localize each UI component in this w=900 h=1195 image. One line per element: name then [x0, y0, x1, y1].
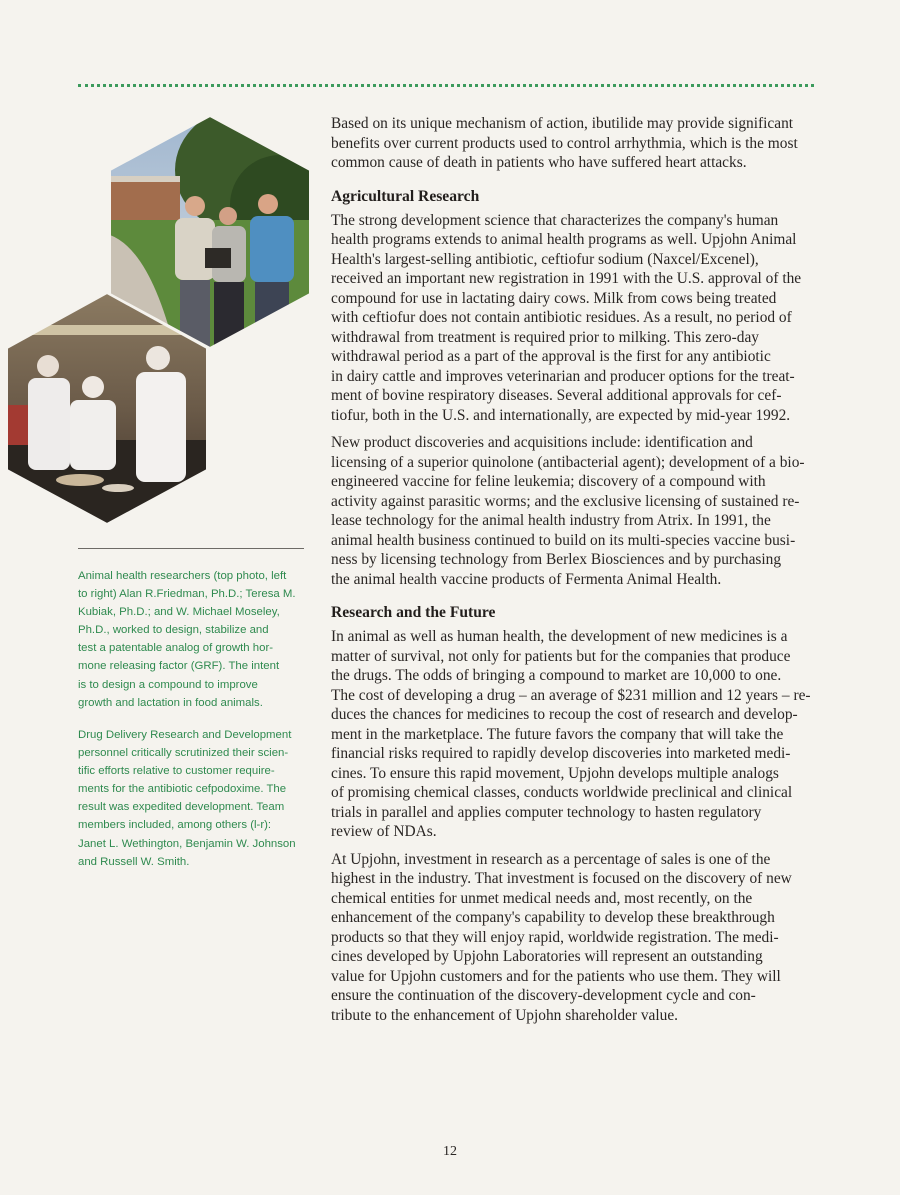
section-heading-agricultural-research: Agricultural Research: [331, 187, 480, 205]
body-paragraph: At Upjohn, investment in research as a percentage of sales is one of the highest in the industry. That investment is focused on the discovery of new chemical entities for unmet medical needs and, most recently, on the enhancement of the company's capability to develop these breakthrough products so that they will enjoy rapid, worldwide registration. The medi- cines developed by Upjohn Laboratories will represent an outstanding value for Upjohn customers and for the patients who use them. They will ensure the continuation of the discovery-development cycle and con- tribute to the enhancement of Upjohn shareholder value.: [331, 850, 792, 1024]
main-text-column: [331, 114, 817, 1033]
photo-group: [0, 110, 320, 530]
body-paragraph: In animal as well as human health, the development of new medicines is a matter of survival, not only for patients but for the companies that produce the drugs. The odds of bringing a compound to market are 10,000 to one. The cost of developing a drug – an average of $231 million and 12 years – re- duces the chances for medicines to recoup the cost of research and develop- ment in the marketplace. The future favors the company that will take the financial risks required to rapidly develop discoveries into marketed medi- cines. To ensure this rapid movement, Upjohn develops multiple analogs of promising chemical classes, conducts worldwide preclinical and clinical trials in parallel and applies computer technology to hasten regulatory review of NDAs.: [331, 628, 811, 840]
page-number: 12: [443, 1144, 457, 1159]
section-heading-research-and-the-future: Research and the Future: [331, 604, 496, 621]
body-paragraph: New product discoveries and acquisitions include: identification and licensing of a superior quinolone (antibacterial agent); development of a bio- engineered vaccine for feline leukemia; discovery of a compound with activity against parasitic worms; and the exclusive licensing of sustained re- lease technology for the animal health industry from Atrix. In 1991, the animal health business continued to build on its multi-species vaccine busi- ness by licensing technology from Berlex Biosciences and by purchasing the animal health vaccine products of Fermenta Animal Health.: [331, 434, 805, 588]
body-paragraph: The strong development science that characterizes the company's human health programs extends to animal health programs as well. Upjohn Animal Health's largest-selling antibiotic, ceftiofur sodium (Naxcel/Excenel), received an important new registration in 1991 with the U.S. approval of the compound for use in lactating dairy cows. Milk from cows being treated with ceftiofur does not contain antibiotic residues. As a result, no period of withdrawal from treatment is required prior to milking. This zero-day withdrawal period as a part of the approval is the first for any antibiotic in dairy cattle and improves veterinarian and producer options for the treat- ment of bovine respiratory diseases. Several additional approvals for cef- tiofur, both in the U.S. and internationally, are expected by mid-year 1992.: [331, 211, 802, 424]
intro-paragraph: Based on its unique mechanism of action, ibutilide may provide significant benefits over current products used to control arrhythmia, which is the most common cause of death in patients who have suffered heart attacks.: [331, 115, 798, 171]
caption-top-photo: Animal health researchers (top photo, left to right) Alan R.Friedman, Ph.D.; Teresa M. Kubiak, Ph.D.; and W. Michael Moseley, Ph.D., worked to design, stabilize and test a patentable analog of growth hor- mone releasing factor (GRF). The intent is to design a compound to improve growth and lactation in food animals.: [78, 570, 296, 709]
dotted-green-rule: [78, 84, 814, 87]
caption-divider: [78, 548, 304, 549]
hexagon-photos: [0, 110, 320, 530]
caption-bottom-photo: Drug Delivery Research and Development personnel critically scrutinized their scien- tific efforts relative to customer require- ments for the antibiotic cefpodoxime. The result was expedited development. Team members included, among others (l-r): Janet L. Wethington, Benjamin W. Johnson and Russell W. Smith.: [78, 729, 296, 868]
